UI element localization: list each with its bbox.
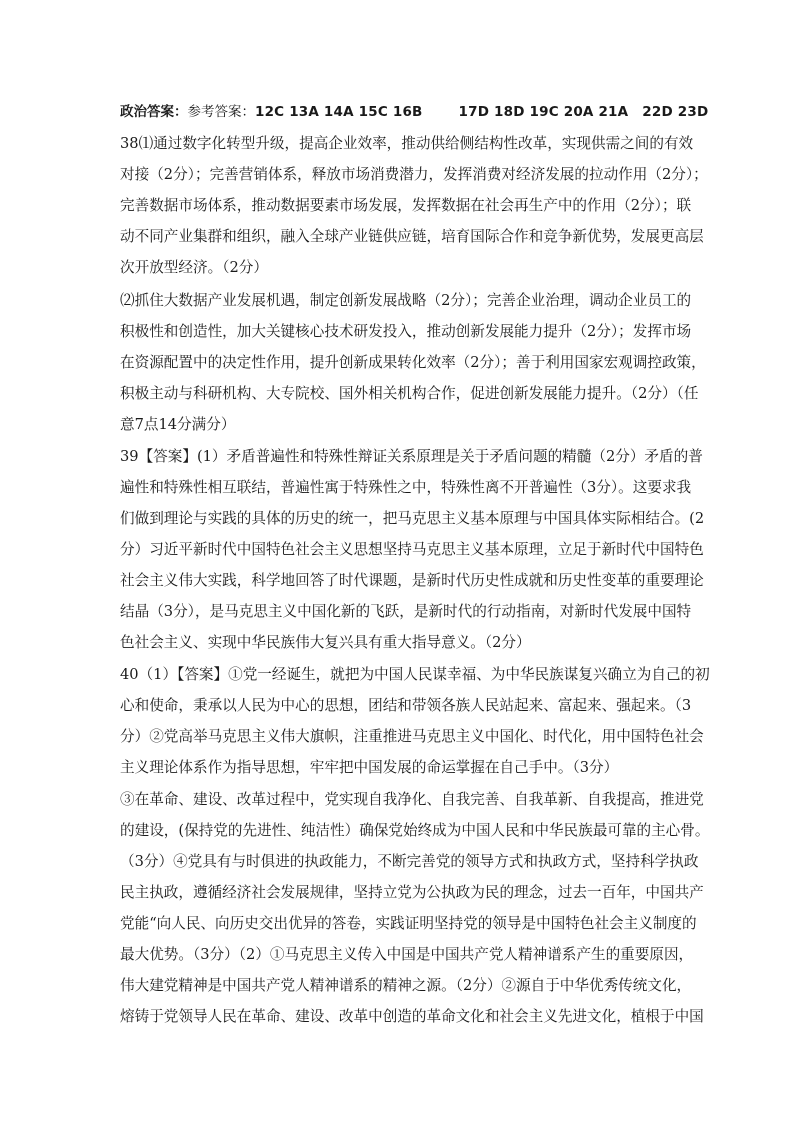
text-line: ③在革命、建设、改革过程中，党实现自我净化、自我完善、自我革新、自我提高，推进党 (120, 791, 704, 808)
text-line: 意7点14分满分） (120, 416, 236, 433)
text-line: 分）②党高举马克思主义伟大旗帜，注重推进马克思主义中国化、时代化，用中国特色社会 (120, 728, 704, 745)
text-line: 对接（2分）；完善营销体系，释放市场消费潜力，发挥消费对经济发展的拉动作用（2分）； (120, 166, 708, 183)
text-line: 的建设，(保持党的先进性、纯洁性）确保党始终成为中国人民和中华民族最可靠的主心骨。 (120, 822, 710, 839)
text-line: 党能“向人民、向历史交出优异的答卷，实践证明坚持党的领导是中国特色社会主义制度的 (120, 915, 697, 932)
text-line: 遍性和特殊性相互联结，普遍性寓于特殊性之中，特殊性离不开普遍性（3分）。这要求我 (120, 479, 692, 496)
text-line: 们做到理论与实践的具体的历史的统一，把马克思主义基本原理与中国具体实际相结合。(2 (120, 510, 705, 527)
reference-label: 参考答案： (187, 104, 255, 120)
text-line: 社会主义伟大实践，科学地回答了时代课题，是新时代历史性成就和历史性变革的重要理论 (120, 572, 704, 589)
text-line: 积极主动与科研机构、大专院校、国外相关机构合作，促进创新发展能力提升。（2分）（任 (120, 385, 699, 402)
text-line: 熔铸于党领导人民在革命、建设、改革中创造的革命文化和社会主义先进文化，植根于中国 (120, 1008, 704, 1025)
text-line: 伟大建党精神是中国共产党人精神谱系的精神之源。（2分）②源自于中华优秀传统文化， (120, 977, 692, 994)
answers-group-c: 22D 23D (642, 104, 709, 120)
text-line: 心和使命，秉承以人民为中心的思想，团结和带领各族人民站起来、富起来、强起来。（3 (120, 697, 692, 714)
text-line: 动不同产业集群和组织，融入全球产业链供应链，培育国际合作和竞争新优势，发展更高层 (120, 228, 704, 245)
text-line: （3分）④党具有与时俱进的执政能力，不断完善党的领导方式和执政方式，坚持科学执政 (120, 853, 699, 870)
text-line: 次开放型经济。（2分） (120, 259, 268, 276)
answers-group-b: 17D 18D 19C 20A 21A (458, 104, 629, 120)
text-line: 在资源配置中的决定性作用，提升创新成果转化效率（2分）；善于利用国家宏观调控政策， (120, 354, 706, 371)
text-line: 积极性和创造性，加大关键核心技术研发投入，推动创新发展能力提升（2分）；发挥市场 (120, 323, 692, 340)
text-line: 分）习近平新时代中国特色社会主义思想坚持马克思主义基本原理，立足于新时代中国特色 (120, 541, 704, 558)
text-line: 民主执政，遵循经济社会发展规律，坚持立党为公执政为民的理念，过去一百年，中国共产 (120, 884, 704, 901)
text-line: 色社会主义、实现中华民族伟大复兴具有重大指导意义。（2分） (120, 634, 531, 651)
text-line: 主义理论体系作为指导思想，牢牢把中国发展的命运掌握在自己手中。（3分） (120, 759, 619, 776)
subject-label: 政治答案： (120, 104, 188, 120)
answers-group-a: 12C 13A 14A 15C 16B (255, 104, 423, 120)
text-line: 39【答案】(1）矛盾普遍性和特殊性辩证关系原理是关于矛盾问题的精髓（2分）矛盾的普 (120, 448, 703, 465)
text-line: 结晶（3分），是马克思主义中国化新的飞跃，是新时代的行动指南，对新时代发展中国特 (120, 603, 692, 620)
answer-key-header (120, 102, 709, 122)
text-line: 最大优势。（3分）（2）①马克思主义传入中国是中国共产党人精神谱系产生的重要原因， (120, 946, 694, 963)
text-line: 完善数据市场体系，推动数据要素市场发展，发挥数据在社会再生产中的作用（2分）；联 (120, 197, 692, 214)
text-line: 38⑴通过数字化转型升级，提高企业效率，推动供给侧结构性改革，实现供需之间的有效 (120, 135, 694, 152)
text-line: 40（1）【答案】①党一经诞生，就把为中国人民谋幸福、为中华民族谋复兴确立为自己的初 (120, 666, 710, 683)
text-line: ⑵抓住大数据产业发展机遇，制定创新发展战略（2分）；完善企业治理，调动企业员工的 (120, 292, 692, 309)
